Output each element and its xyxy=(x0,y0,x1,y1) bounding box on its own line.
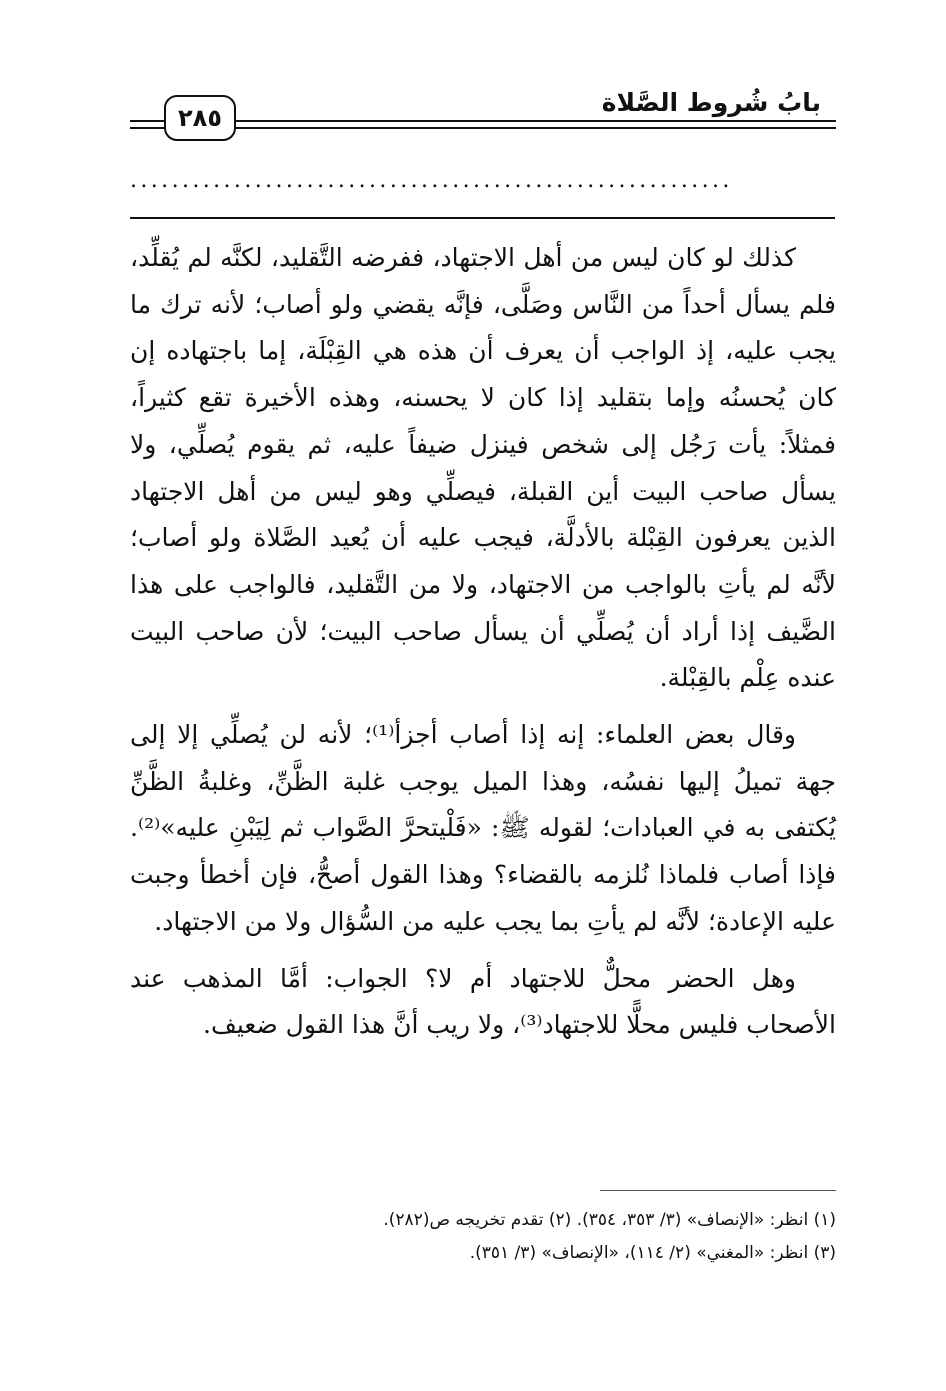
ellipsis-line: .......................................................... xyxy=(130,168,733,193)
paragraph: وقال بعض العلماء: إنه إذا أصاب أجزأ⁽¹⁾؛ لأنه لن يُصلِّي إلا إلى جهة تميلُ إليها نفسُه، وهذا الميل يوجب غلبة الظَّنِّ، وغلبةُ الظَّنِّ يُكتفى به في العبادات؛ لقوله ﷺ: «فَلْيتحرَّ الصَّواب ثم لِيَبْنِ عليه»⁽²⁾. فإذا أصاب فلماذا نُلزمه بالقضاء؟ وهذا القول أصحُّ، فإن أخطأ وجبت عليه الإعادة؛ لأنَّه لم يأتِ بما يجب عليه من السُّؤال ولا من الاجتهاد. xyxy=(130,720,836,936)
page-header xyxy=(0,0,946,160)
footnotes xyxy=(130,1204,836,1270)
paragraph: وهل الحضر محلٌّ للاجتهاد أم لا؟ الجواب: أمَّا المذهب عند الأصحاب فليس محلًّا للاجتهاد⁽³⁾، ولا ريب أنَّ هذا القول ضعيف. xyxy=(130,963,836,1040)
footnote-separator xyxy=(600,1190,836,1191)
paragraph: كذلك لو كان ليس من أهل الاجتهاد، ففرضه التَّقليد، لكنَّه لم يُقلِّد، فلم يسأل أحداً من النَّاس وصَلَّى، فإنَّه يقضي ولو أصاب؛ لأنه ترك ما يجب عليه، إذ الواجب أن يعرف أن هذه هي القِبْلَة، إما باجتهاده إن كان يُحسنُه وإما بتقليد إذا كان لا يحسنه، وهذه الأخيرة تقع كثيراً، فمثلاً: يأت رَجُل إلى شخص فينزل ضيفاً عليه، ثم يقوم يُصلِّي، ولا يسأل صاحب البيت أين القبلة، فيصلِّي وهو ليس من أهل الاجتهاد الذين يعرفون القِبْلة بالأدلَّة، فيجب عليه أن يُعيد الصَّلاة ولو أصاب؛ لأنَّه لم يأتِ بالواجب من الاجتهاد، ولا من التَّقليد، فالواجب على هذا الضَّيف إذا أراد أن يُصلِّي أن يسأل صاحب البيت؛ لأن صاحب البيت عنده عِلْم بالقِبْلة. xyxy=(130,243,836,693)
body-text xyxy=(130,235,836,1049)
header-rule-right-top xyxy=(230,120,836,122)
header-rule-left-top xyxy=(130,120,166,122)
chapter-title: بابُ شُروط الصَّلاة xyxy=(601,88,821,117)
footnote-line: (١) انظر: «الإنصاف» (٣/ ٣٥٣، ٣٥٤). (٢) تقدم تخريجه ص(٢٨٢). xyxy=(383,1210,836,1230)
header-rule-left-bottom xyxy=(130,127,166,129)
footnote-line: (٣) انظر: «المغني» (٢/ ١١٤)، «الإنصاف» (٣/ ٣٥١). xyxy=(469,1243,836,1263)
page-number: ٢٨٥ xyxy=(164,95,236,141)
header-rule-right-bottom xyxy=(230,127,836,129)
text-separator xyxy=(130,217,835,219)
